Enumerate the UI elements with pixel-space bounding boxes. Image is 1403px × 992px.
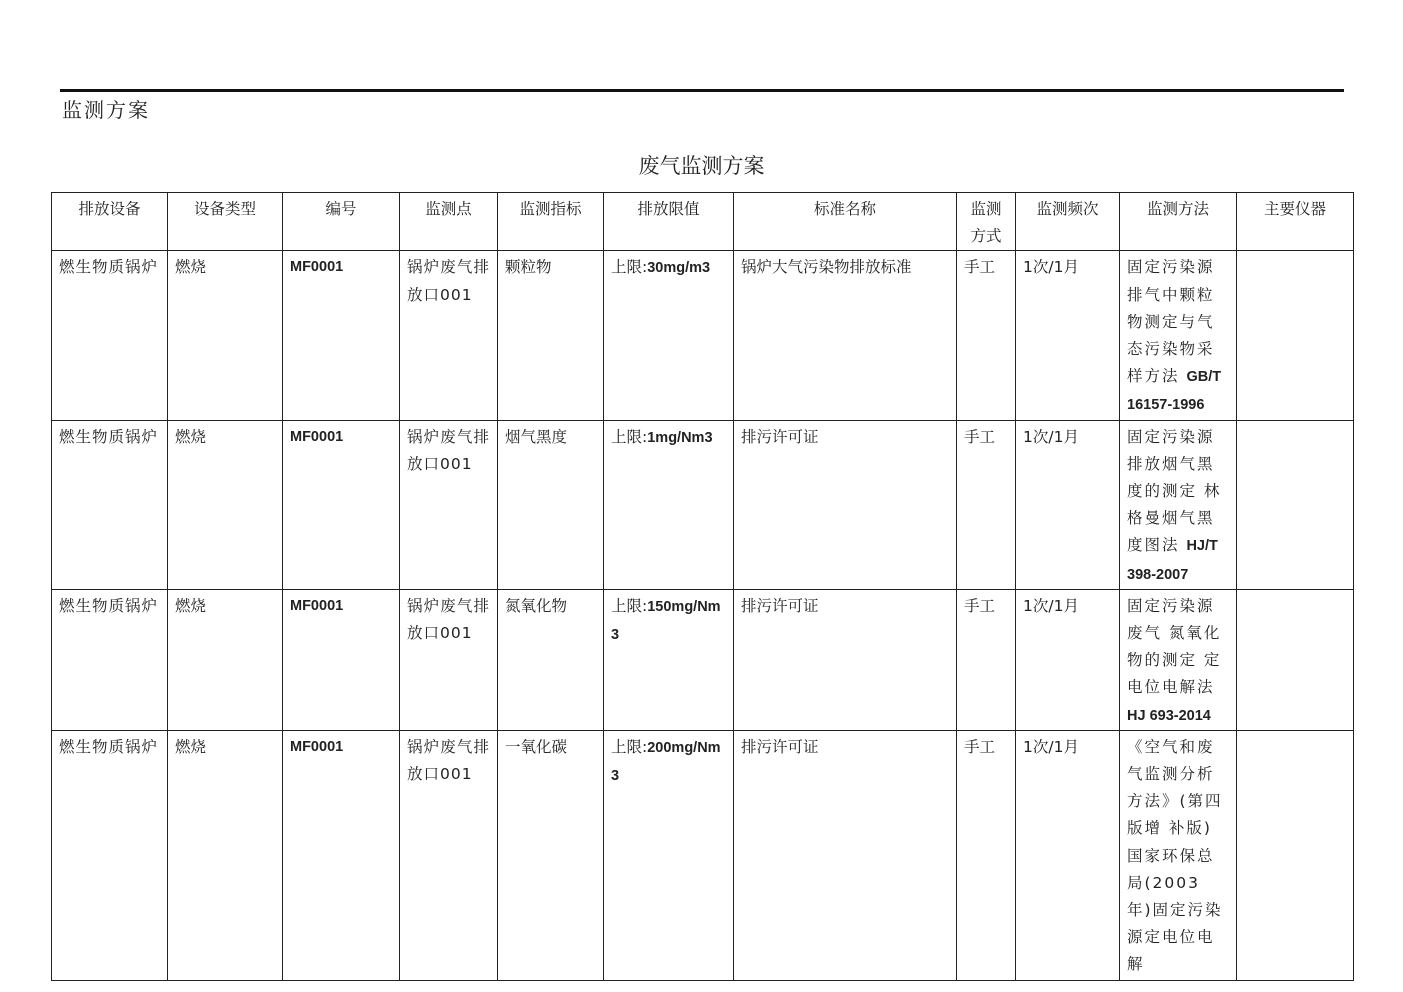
document-title: 废气监测方案 [638, 154, 765, 178]
cell-point: 锅炉废气排放口001 [400, 420, 498, 589]
method-text: 《空气和废气监测分析方法》(第四版增 补版)国家环保总局(2003 年)固定污染 源定电位电解 [1127, 737, 1223, 974]
cell-instrument [1237, 730, 1354, 980]
method-text: 固定污染源废气 氮氧化物的测定 定电位电解法 [1127, 596, 1222, 697]
table-row [52, 251, 1354, 420]
method-code: HJ/T 398-2007 [1127, 538, 1218, 583]
column-header: 监测频次 [1016, 193, 1120, 251]
cell-instrument [1237, 420, 1354, 589]
column-header: 标准名称 [734, 193, 957, 251]
cell-standard: 排污许可证 [734, 420, 957, 589]
header-rule [60, 89, 1344, 92]
document-header: 监测方案 [62, 98, 150, 122]
cell-limit [604, 730, 734, 980]
limit-prefix: 上限: [611, 737, 648, 756]
column-header: 设备类型 [168, 193, 283, 251]
limit-value: 1mg/Nm3 [647, 429, 713, 446]
cell-point: 锅炉废气排放口001 [400, 589, 498, 730]
cell-limit [604, 589, 734, 730]
cell-instrument [1237, 251, 1354, 420]
column-header: 排放限值 [604, 193, 734, 251]
cell-limit [604, 251, 734, 420]
cell-standard: 排污许可证 [734, 589, 957, 730]
method-code: HJ 693-2014 [1127, 707, 1211, 724]
cell-type: 燃烧 [168, 589, 283, 730]
column-header: 监测方法 [1120, 193, 1237, 251]
cell-frequency: 1次/1月 [1016, 589, 1120, 730]
cell-method [1120, 589, 1237, 730]
table-row [52, 589, 1354, 730]
cell-method [1120, 420, 1237, 589]
cell-mode: 手工 [957, 730, 1016, 980]
monitoring-table [51, 192, 1354, 981]
cell-mode: 手工 [957, 589, 1016, 730]
cell-equipment: 燃生物质锅炉 [52, 251, 168, 420]
column-header: 监测方式 [957, 193, 1016, 251]
limit-value: 30mg/m3 [647, 260, 711, 277]
method-text: 固定污染源排放烟气黑度的测定 林格曼烟气黑度图法 [1127, 427, 1222, 555]
cell-equipment: 燃生物质锅炉 [52, 420, 168, 589]
cell-mode: 手工 [957, 251, 1016, 420]
cell-point: 锅炉废气排放口001 [400, 251, 498, 420]
cell-method [1120, 251, 1237, 420]
cell-code: MF0001 [283, 589, 400, 730]
cell-type: 燃烧 [168, 251, 283, 420]
cell-method [1120, 730, 1237, 980]
cell-standard: 锅炉大气污染物排放标准 [734, 251, 957, 420]
column-header: 监测点 [400, 193, 498, 251]
cell-frequency: 1次/1月 [1016, 420, 1120, 589]
method-text: 固定污染源排气中颗粒物测定与气态污染物采样方法 [1127, 258, 1215, 386]
column-header: 监测指标 [498, 193, 604, 251]
column-header: 编号 [283, 193, 400, 251]
cell-mode: 手工 [957, 420, 1016, 589]
limit-prefix: 上限: [611, 258, 648, 277]
limit-prefix: 上限: [611, 427, 648, 446]
table-row [52, 730, 1354, 980]
cell-point: 锅炉废气排放口001 [400, 730, 498, 980]
cell-limit [604, 420, 734, 589]
cell-frequency: 1次/1月 [1016, 730, 1120, 980]
table-row [52, 420, 1354, 589]
cell-indicator: 一氧化碳 [498, 730, 604, 980]
column-header: 主要仪器 [1237, 193, 1354, 251]
limit-value: 200mg/Nm3 [611, 739, 721, 785]
cell-equipment: 燃生物质锅炉 [52, 589, 168, 730]
cell-equipment: 燃生物质锅炉 [52, 730, 168, 980]
cell-code: MF0001 [283, 420, 400, 589]
limit-value: 150mg/Nm3 [611, 598, 721, 644]
cell-instrument [1237, 589, 1354, 730]
cell-type: 燃烧 [168, 420, 283, 589]
limit-prefix: 上限: [611, 596, 648, 615]
cell-code: MF0001 [283, 730, 400, 980]
cell-standard: 排污许可证 [734, 730, 957, 980]
cell-type: 燃烧 [168, 730, 283, 980]
cell-code: MF0001 [283, 251, 400, 420]
cell-indicator: 氮氧化物 [498, 589, 604, 730]
table-header-row [52, 193, 1354, 251]
column-header: 排放设备 [52, 193, 168, 251]
cell-frequency: 1次/1月 [1016, 251, 1120, 420]
method-code: GB/T 16157-1996 [1127, 369, 1222, 414]
cell-indicator: 烟气黑度 [498, 420, 604, 589]
cell-indicator: 颗粒物 [498, 251, 604, 420]
